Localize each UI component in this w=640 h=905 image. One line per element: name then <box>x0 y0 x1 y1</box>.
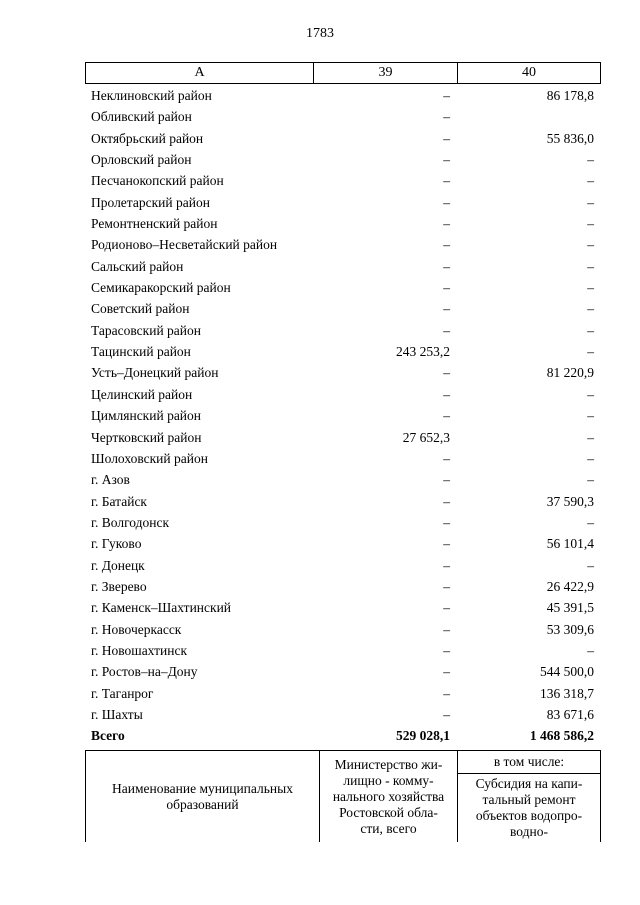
continuation-header-table <box>85 750 601 842</box>
value-col-39: – <box>443 685 450 701</box>
value-col-39: – <box>443 706 450 722</box>
value-col-39: – <box>443 408 450 424</box>
municipality-name: Целинский район <box>91 386 193 402</box>
including-header-text: в том числе: <box>493 754 565 769</box>
table-row <box>85 256 600 277</box>
value-col-39: 27 652,3 <box>402 429 450 445</box>
value-col-39: – <box>443 109 450 125</box>
table-row <box>85 640 600 661</box>
table-row <box>85 213 600 234</box>
municipality-name-header-text: Наименование муниципальных образований <box>112 780 293 812</box>
value-col-39: – <box>443 557 450 573</box>
value-col-39: 529 028,1 <box>396 728 450 744</box>
table-row <box>85 128 600 149</box>
value-col-39: – <box>443 664 450 680</box>
column-number-header <box>85 62 601 84</box>
value-col-39: – <box>443 173 450 189</box>
table-row <box>85 576 600 597</box>
table-row <box>85 106 600 127</box>
value-col-39: – <box>443 194 450 210</box>
table-row <box>85 341 600 362</box>
table-row <box>85 85 600 106</box>
value-col-40: – <box>587 557 594 573</box>
municipality-name: Орловский район <box>91 152 192 168</box>
table-row <box>85 661 600 682</box>
table-row <box>85 597 600 618</box>
municipality-name: Семикаракорский район <box>91 280 231 296</box>
table-row <box>85 192 600 213</box>
value-col-40: 53 309,6 <box>546 621 594 637</box>
value-col-40: – <box>587 194 594 210</box>
value-col-40: – <box>587 237 594 253</box>
municipality-name: г. Зверево <box>91 578 147 594</box>
ministry-header-text: Министерство жи- лищно - комму- нального хозяйства Ростовской обла- сти, всего <box>332 756 445 836</box>
table-row <box>85 533 600 554</box>
value-col-40: – <box>587 280 594 296</box>
value-col-40: – <box>587 429 594 445</box>
value-col-39: 243 253,2 <box>396 344 450 360</box>
data-rows <box>85 85 600 747</box>
value-col-40: 56 101,4 <box>546 536 594 552</box>
municipality-name: г. Новошахтинск <box>91 642 187 658</box>
municipality-name: Советский район <box>91 301 190 317</box>
value-col-40: 136 318,7 <box>540 685 594 701</box>
including-header <box>458 751 601 774</box>
municipality-name: Неклиновский район <box>91 88 212 103</box>
column-a-header: А <box>86 63 314 84</box>
table-row <box>85 683 600 704</box>
page-number: 1783 <box>306 26 334 41</box>
value-col-40: – <box>587 344 594 360</box>
table-row <box>85 427 600 448</box>
ministry-header <box>320 751 458 843</box>
municipality-name: г. Гуково <box>91 536 142 552</box>
municipality-name: Чертковский район <box>91 429 202 445</box>
municipality-name: Обливский район <box>91 109 192 125</box>
subsidy-header <box>458 774 601 843</box>
municipality-name: Песчанокопский район <box>91 173 224 189</box>
value-col-40: – <box>587 301 594 317</box>
table-row <box>85 512 600 533</box>
value-col-40: – <box>587 386 594 402</box>
value-col-40: 81 220,9 <box>546 365 594 381</box>
value-col-40: 37 590,3 <box>546 493 594 509</box>
table-row <box>85 298 600 319</box>
value-col-40: – <box>587 216 594 232</box>
table-row <box>85 491 600 512</box>
value-col-39: – <box>443 642 450 658</box>
municipality-name-header <box>86 751 320 843</box>
value-col-39: – <box>443 514 450 530</box>
table-row <box>85 384 600 405</box>
table-row <box>85 234 600 255</box>
table-row <box>85 448 600 469</box>
table-row <box>85 170 600 191</box>
value-col-40: 1 468 586,2 <box>529 728 594 744</box>
municipality-name: Шолоховский район <box>91 450 208 466</box>
value-col-40: 544 500,0 <box>540 664 594 680</box>
value-col-40: – <box>587 514 594 530</box>
value-col-40: 45 391,5 <box>546 600 594 616</box>
column-40-header: 40 <box>458 63 601 84</box>
value-col-40: – <box>587 173 594 189</box>
subsidy-header-text: Субсидия на капи- тальный ремонт объектов водопро- водно- <box>475 776 583 839</box>
value-col-39: – <box>443 536 450 552</box>
value-col-39: – <box>443 621 450 637</box>
municipality-name: Цимлянский район <box>91 408 202 424</box>
value-col-40: 83 671,6 <box>546 706 594 722</box>
municipality-name: Сальский район <box>91 258 184 274</box>
table-row <box>85 619 600 640</box>
total-row <box>85 725 600 746</box>
municipality-name: Тарасовский район <box>91 322 201 338</box>
value-col-40: – <box>587 642 594 658</box>
value-col-39: – <box>443 88 450 103</box>
municipality-name: г. Батайск <box>91 493 147 509</box>
value-col-39: – <box>443 237 450 253</box>
value-col-39: – <box>443 450 450 466</box>
value-col-40: – <box>587 408 594 424</box>
value-col-40: 86 178,8 <box>546 88 594 103</box>
municipality-name: Пролетарский район <box>91 194 210 210</box>
municipality-name: г. Шахты <box>91 706 143 722</box>
value-col-39: – <box>443 365 450 381</box>
value-col-40: – <box>587 450 594 466</box>
municipality-name: г. Новочеркасск <box>91 621 182 637</box>
municipality-name: г. Таганрог <box>91 685 154 701</box>
municipality-name: Всего <box>91 728 125 744</box>
value-col-39: – <box>443 578 450 594</box>
municipality-name: г. Азов <box>91 472 130 488</box>
value-col-39: – <box>443 493 450 509</box>
table-row <box>85 277 600 298</box>
value-col-39: – <box>443 386 450 402</box>
value-col-39: – <box>443 472 450 488</box>
table-row <box>85 149 600 170</box>
value-col-40: – <box>587 258 594 274</box>
table-row <box>85 405 600 426</box>
value-col-39: – <box>443 322 450 338</box>
municipality-name: Усть–Донецкий район <box>91 365 219 381</box>
municipality-name: г. Каменск–Шахтинский <box>91 600 232 616</box>
value-col-39: – <box>443 152 450 168</box>
value-col-40: 26 422,9 <box>546 578 594 594</box>
table-row <box>85 555 600 576</box>
value-col-39: – <box>443 600 450 616</box>
municipality-name: Октябрьский район <box>91 130 204 146</box>
value-col-40: 55 836,0 <box>546 130 594 146</box>
municipality-name: Ремонтненский район <box>91 216 218 232</box>
value-col-39: – <box>443 258 450 274</box>
value-col-39: – <box>443 301 450 317</box>
municipality-name: Тацинский район <box>91 344 191 360</box>
municipality-name: г. Донецк <box>91 557 145 573</box>
value-col-40: – <box>587 322 594 338</box>
column-39-header: 39 <box>314 63 458 84</box>
value-col-39: – <box>443 130 450 146</box>
table-row <box>85 469 600 490</box>
value-col-40: – <box>587 472 594 488</box>
municipality-name: г. Волгодонск <box>91 514 170 530</box>
municipality-name: Родионово–Несветайский район <box>91 237 278 253</box>
value-col-39: – <box>443 280 450 296</box>
table-row <box>85 320 600 341</box>
value-col-40: – <box>587 152 594 168</box>
value-col-39: – <box>443 216 450 232</box>
table-row <box>85 362 600 383</box>
table-row <box>85 704 600 725</box>
municipality-name: г. Ростов–на–Дону <box>91 664 198 680</box>
